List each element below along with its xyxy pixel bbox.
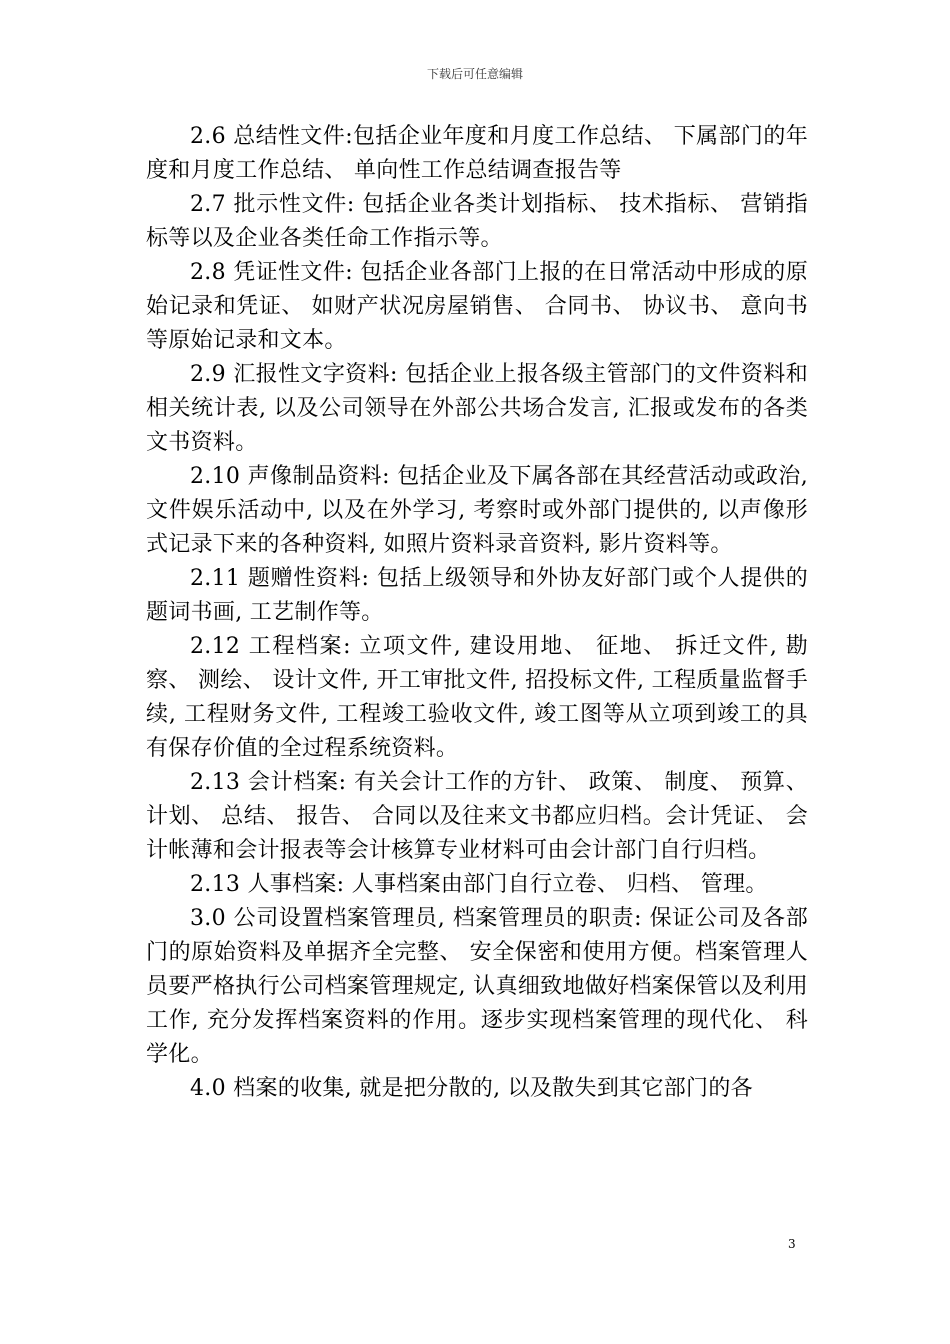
paragraph-4-0: 4.0 档案的收集, 就是把分散的, 以及散失到其它部门的各: [190, 1076, 753, 1101]
paragraph-2-12: 2.12 工程档案: 立项文件, 建设用地、 征地、 拆迁文件, 勘察、 测绘、 设计文件, 开工审批文件, 招投标文件, 工程质量监督手续, 工程财务文件, 工程竣工验收文件, 竣工图等从立项到竣工的具有保存价值的全过程系统资料。: [146, 634, 808, 761]
page-header: 下载后可任意编辑: [426, 67, 523, 81]
paragraph-2-6: 2.6 总结性文件:包括企业年度和月度工作总结、 下属部门的年度和月度工作总结、 单向性工作总结调查报告等: [146, 124, 808, 183]
paragraph-2-13-accounting: 2.13 会计档案: 有关会计工作的方针、 政策、 制度、 预算、 计划、 总结、 报告、 合同以及往来文书都应归档。会计凭证、 会计帐薄和会计报表等会计核算专业材料可由会计部门自行归档。: [146, 770, 808, 863]
page-number: 3: [788, 1237, 796, 1251]
document-body: [146, 120, 808, 1106]
paragraph-2-13-personnel: 2.13 人事档案: 人事档案由部门自行立卷、 归档、 管理。: [190, 872, 768, 897]
paragraph-2-8: 2.8 凭证性文件: 包括企业各部门上报的在日常活动中形成的原始记录和凭证、 如财产状况房屋销售、 合同书、 协议书、 意向书等原始记录和文本。: [146, 260, 808, 353]
paragraph-2-9: 2.9 汇报性文字资料: 包括企业上报各级主管部门的文件资料和相关统计表, 以及公司领导在外部公共场合发言, 汇报或发布的各类文书资料。: [146, 362, 808, 455]
paragraph-3-0: 3.0 公司设置档案管理员, 档案管理员的职责: 保证公司及各部门的原始资料及单据齐全完整、 安全保密和使用方便。档案管理人员要严格执行公司档案管理规定, 认真细致地做好档案保管以及利用工作, 充分发挥档案资料的作用。逐步实现档案管理的现代化、 科学化。: [146, 906, 808, 1067]
paragraph-2-11: 2.11 题赠性资料: 包括上级领导和外协友好部门或个人提供的题词书画, 工艺制作等。: [146, 566, 808, 625]
paragraph-2-10: 2.10 声像制品资料: 包括企业及下属各部在其经营活动或政治, 文件娱乐活动中, 以及在外学习, 考察时或外部门提供的, 以声像形式记录下来的各种资料, 如照片资料录音资料, 影片资料等。: [146, 464, 808, 557]
paragraph-2-7: 2.7 批示性文件: 包括企业各类计划指标、 技术指标、 营销指标等以及企业各类任命工作指示等。: [146, 192, 808, 251]
